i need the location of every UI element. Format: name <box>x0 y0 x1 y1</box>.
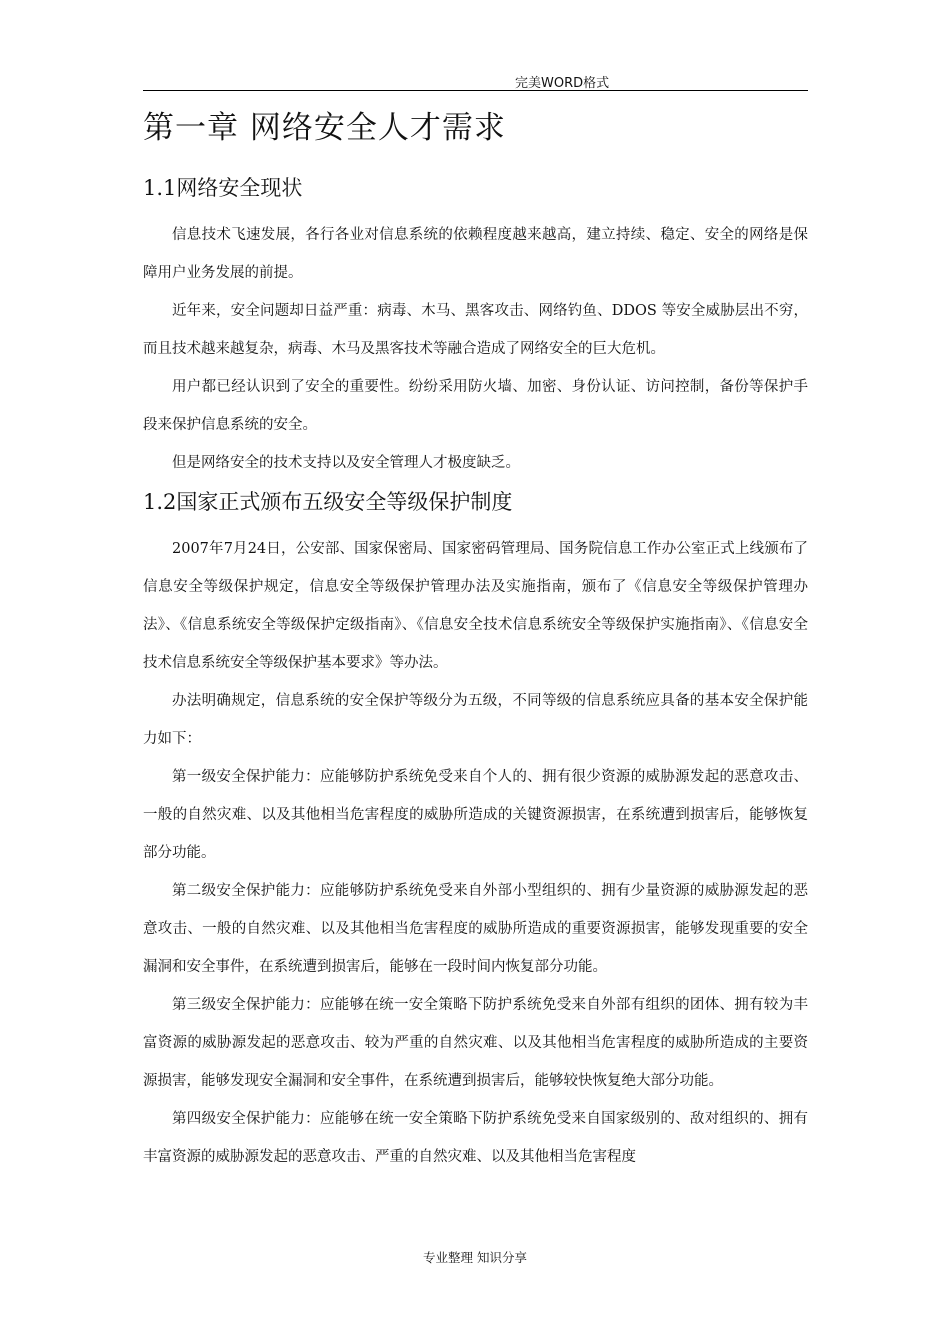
paragraph: 信息技术飞速发展，各行各业对信息系统的依赖程度越来越高，建立持续、稳定、安全的网络是保障用户业务发展的前提。 <box>143 227 808 281</box>
paragraph: 第四级安全保护能力：应能够在统一安全策略下防护系统免受来自国家级别的、敌对组织的、拥有丰富资源的威胁源发起的恶意攻击、严重的自然灾难、以及其他相当危害程度 <box>143 1111 808 1165</box>
page-header <box>143 70 808 91</box>
section-title: 1.1网络安全现状 <box>143 176 303 200</box>
paragraph: 第三级安全保护能力：应能够在统一安全策略下防护系统免受来自外部有组织的团体、拥有较为丰富资源的威胁源发起的恶意攻击、较为严重的自然灾难、以及其他相当危害程度的威胁所造成的主要资源损害，能够发现安全漏洞和安全事件，在系统遭到损害后，能够较快恢复绝大部分功能。 <box>143 997 808 1089</box>
paragraph: 第一级安全保护能力：应能够防护系统免受来自个人的、拥有很少资源的威胁源发起的恶意攻击、一般的自然灾难、以及其他相当危害程度的威胁所造成的关键资源损害，在系统遭到损害后，能够恢复部分功能。 <box>143 769 808 861</box>
header-text: 完美WORD格式 <box>515 76 610 91</box>
document-body <box>143 100 808 1176</box>
paragraph: 办法明确规定，信息系统的安全保护等级分为五级，不同等级的信息系统应具备的基本安全保护能力如下： <box>143 693 808 747</box>
chapter-title: 第一章 网络安全人才需求 <box>143 110 506 146</box>
paragraph: 近年来，安全问题却日益严重：病毒、木马、黑客攻击、网络钓鱼、DDOS 等安全威胁层出不穷，而且技术越来越复杂，病毒、木马及黑客技术等融合造成了网络安全的巨大危机。 <box>143 303 808 357</box>
paragraph: 2007年7月24日，公安部、国家保密局、国家密码管理局、国务院信息工作办公室正式上线颁布了信息安全等级保护规定，信息安全等级保护管理办法及实施指南，颁布了《信息安全等级保护管理办法》、《信息系统安全等级保护定级指南》、《信息安全技术信息系统安全等级保护实施指南》、《信息安全技术信息系统安全等级保护基本要求》等办法。 <box>143 541 808 671</box>
paragraph: 第二级安全保护能力：应能够防护系统免受来自外部小型组织的、拥有少量资源的威胁源发起的恶意攻击、一般的自然灾难、以及其他相当危害程度的威胁所造成的重要资源损害，能够发现重要的安全漏洞和安全事件，在系统遭到损害后，能够在一段时间内恢复部分功能。 <box>143 883 808 975</box>
paragraph: 但是网络安全的技术支持以及安全管理人才极度缺乏。 <box>172 455 520 471</box>
page-footer: 专业整理 知识分享 <box>423 1250 527 1265</box>
section-title: 1.2国家正式颁布五级安全等级保护制度 <box>143 490 513 514</box>
paragraph: 用户都已经认识到了安全的重要性。纷纷采用防火墙、加密、身份认证、访问控制，备份等保护手段来保护信息系统的安全。 <box>143 379 808 433</box>
